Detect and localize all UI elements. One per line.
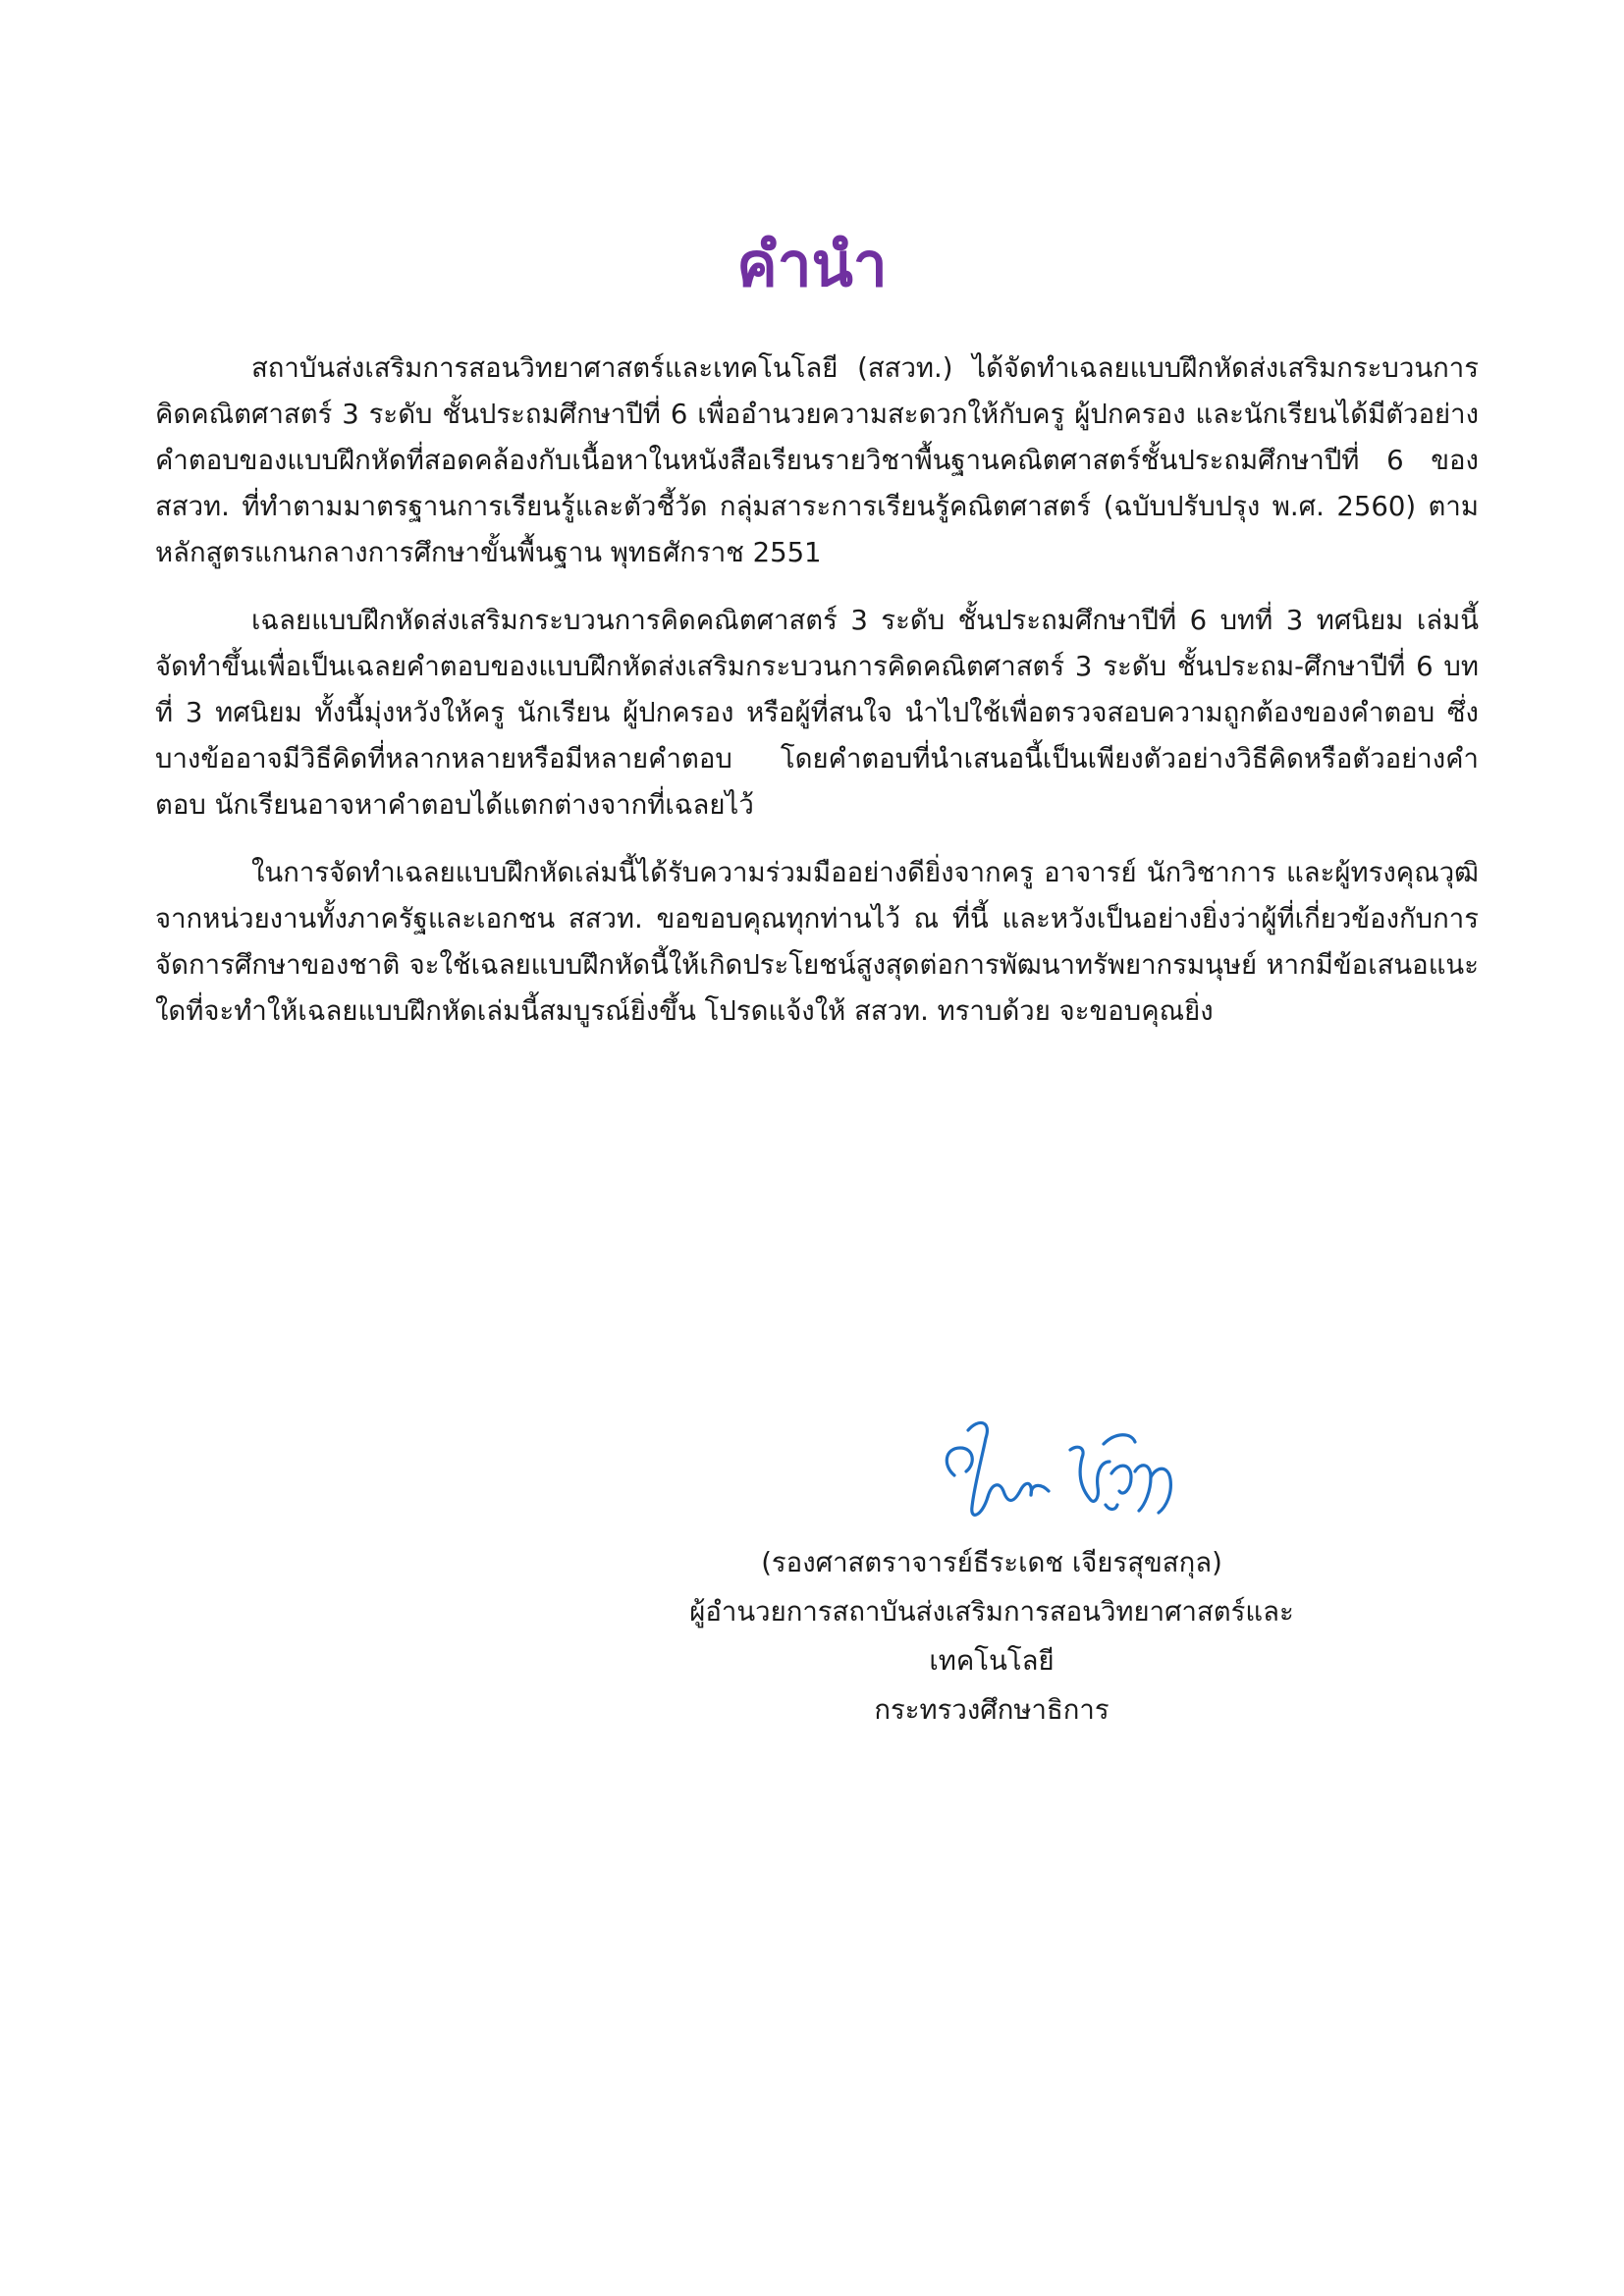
paragraph-2: เฉลยแบบฝึกหัดส่งเสริมกระบวนการคิดคณิตศาสตร์ 3 ระดับ ชั้นประถมศึกษาปีที่ 6 บทที่ 3 ทศนิยม เล่มนี้ จัดทำขึ้นเพื่อเป็นเฉลยคำตอบของแบบฝึกหัดส่งเสริมกระบวนการคิดคณิตศาสตร์ 3 ระดับ ชั้นประถม-ศึกษาปีที่ 6 บทที่ 3 ทศนิยม ทั้งนี้มุ่งหวังให้ครู นักเรียน ผู้ปกครอง หรือผู้ที่สนใจ นำไปใช้เพื่อตรวจสอบความถูกต้องของคำตอบ ซึ่งบางข้ออาจมีวิธีคิดที่หลากหลายหรือมีหลายคำตอบ โดยคำตอบที่นำเสนอนี้เป็นเพียงตัวอย่างวิธีคิดหรือตัวอย่างคำตอบ นักเรียนอาจหาคำตอบได้แตกต่างจากที่เฉลยไว้ — [155, 605, 1479, 821]
signature-text — [628, 1538, 1355, 1735]
signatory-organization: กระทรวงศึกษาธิการ — [874, 1694, 1110, 1726]
handwritten-signature — [884, 1389, 1208, 1546]
paragraph-1: สถาบันส่งเสริมการสอนวิทยาศาสตร์และเทคโนโลยี (สสวท.) ได้จัดทำเฉลยแบบฝึกหัดส่งเสริมกระบวนการคิดคณิตศาสตร์ 3 ระดับ ชั้นประถมศึกษาปีที่ 6 เพื่ออำนวยความสะดวกให้กับครู ผู้ปกครอง และนักเรียนได้มีตัวอย่างคำตอบของแบบฝึกหัดที่สอดคล้องกับเนื้อหาในหนังสือเรียนรายวิชาพื้นฐานคณิตศาสตร์ชั้นประถมศึกษาปีที่ 6 ของ สสวท. ที่ทำตามมาตรฐานการเรียนรู้และตัวชี้วัด กลุ่มสาระการเรียนรู้คณิตศาสตร์ (ฉบับปรับปรุง พ.ศ. 2560) ตามหลักสูตรแกนกลางการศึกษาขั้นพื้นฐาน พุทธศักราช 2551 — [155, 352, 1479, 568]
body-text — [155, 346, 1479, 1056]
page-title: คำนำ — [736, 228, 888, 300]
paragraph-3: ในการจัดทำเฉลยแบบฝึกหัดเล่มนี้ได้รับความร่วมมืออย่างดียิ่งจากครู อาจารย์ นักวิชาการ และผู้ทรงคุณวุฒิจากหน่วยงานทั้งภาครัฐและเอกชน สสวท. ขอขอบคุณทุกท่านไว้ ณ ที่นี้ และหวังเป็นอย่างยิ่งว่าผู้ที่เกี่ยวข้องกับการจัดการศึกษาของชาติ จะใช้เฉลยแบบฝึกหัดนี้ให้เกิดประโยชน์สูงสุดต่อการพัฒนาทรัพยากรมนุษย์ หากมีข้อเสนอแนะใดที่จะทำให้เฉลยแบบฝึกหัดเล่มนี้สมบูรณ์ยิ่งขึ้น โปรดแจ้งให้ สสวท. ทราบด้วย จะขอบคุณยิ่ง — [155, 857, 1479, 1027]
signatory-name: (รองศาสตราจารย์ธีระเดช เจียรสุขสกุล) — [761, 1547, 1222, 1578]
signatory-position: ผู้อำนวยการสถาบันส่งเสริมการสอนวิทยาศาสตร์และเทคโนโลยี — [689, 1596, 1294, 1677]
